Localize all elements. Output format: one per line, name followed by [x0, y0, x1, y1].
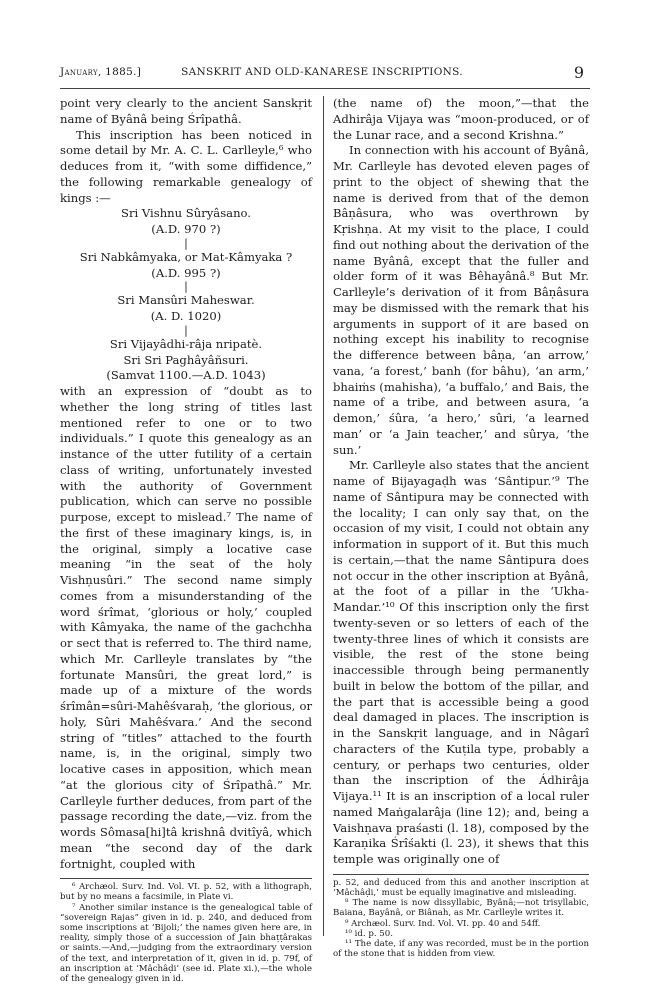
genealogy-connector: |	[184, 323, 188, 337]
genealogy-king-4: Sri Vijayâdhi-râja nripatè.	[109, 336, 263, 351]
header-rule	[60, 88, 590, 89]
right-paragraph-3: Mr. Carlleyle also states that the ancient name of Bijayagaḍh was ‘Sântipur.’⁹ The name of Sântipura may be connected with the locality; I can only say that, on the occasion of my visit, I could not obtain any information in support of it. But this much is certain,—that the name Sântipura does not occur in the other inscription at Byânâ, at the foot of a pillar in the ‘Ukha-Mandar.’¹⁰ Of this inscription only the first twenty-seven or so letters of each of the twenty-three lines of which it consists are visible, the rest of the stone being inaccessible through being permanently built in below the bottom of the pillar, and the part that is accessible being a good deal damaged in places. The inscription is in the Sanskṛit language, and in Nâgarî characters of the Kuṭila type, probably a century, or perhaps two centuries, older than the inscription of the Ádhirâja Vijaya.¹¹ It is an inscription of a local ruler named Maṅgalarâja (line 12); and, being a Vaishṇava praśasti (l. 18), composed by the Karaṇika Śrîśakti (l. 23), it shews that this temple was originally one of	[333, 458, 589, 866]
genealogy-list	[60, 206, 312, 384]
footnote-6: ⁶ Archæol. Surv. Ind. Vol. VI. p. 52, with a lithograph, but by no means a facsimile, in Plate vi.	[60, 882, 312, 903]
running-header	[60, 63, 584, 84]
left-column	[60, 96, 312, 984]
footnote-9: ⁹ Archæol. Surv. Ind. Vol. VI. pp. 40 and 54ff.	[345, 918, 541, 929]
footnote-rule	[60, 878, 312, 879]
footnote-8: ⁸ The name is now dissyllabic, Byânâ;—not trisyllabic, Baiana, Bayânâ, or Biânah, as Mr. Carlleyle writes it.	[333, 898, 589, 919]
footnote-7-continued: p. 52, and deduced from this and another inscription at ‘Mâchâḍi,’ must be equally imaginative and misleading.	[333, 877, 589, 898]
header-date: January, 1885.]	[60, 66, 142, 78]
right-paragraph-2: In connection with his account of Byânâ, Mr. Carlleyle has devoted eleven pages of print to the object of shewing that the name is derived from that of the demon Bâṇâsura, who was overthrown by Kṛishṇa. At my visit to the place, I could find out nothing about the derivation of the name Byânâ, except that the fuller and older form of it was Bêhayânâ.⁸ But Mr. Carlleyle’s derivation of it from Bâṇâsura may be dismissed with the remark that his arguments in support of it are based on nothing except his inability to recognise the difference between bâṇa, ‘an arrow,’ vana, ‘a forest,’ banh (for bâhu), ‘an arm,’ bhaiṁs (mahisha), ‘a buffalo,’ and Bais, the name of a tribe, and between asura, ‘a demon,’ śûra, ‘a hero,’ sûri, ‘a learned man’ or ‘a Jain teacher,’ and sûrya, ‘the sun.’	[333, 143, 589, 457]
genealogy-date-2: (A.D. 995 ?)	[151, 265, 221, 280]
footnote-7: ⁷ Another similar instance is the genealogical table of “sovereign Rajas” given in id. p. 240, and deduced from some inscriptions at ‘Bijoli;’ the names given here are, in reality, simply those of a succession of Jain bhaṭṭârakas or saints.—And,—judging from the extraordinary version of the text, and interpretation of it, given in id. p. 79f, of an inscription at ‘Mâchâḍi’ (see id. Plate xi.),—the whole of the genealogy given in id.	[60, 902, 312, 984]
right-column	[333, 96, 589, 959]
footnote-rule	[333, 874, 589, 875]
column-divider	[323, 96, 324, 936]
footnote-10: ¹⁰ id. p. 50.	[345, 928, 393, 939]
right-paragraph-1: (the name of) the moon,”—that the Adhirâja Vijaya was “moon-produced, or of the Lunar race, and a second Krishna.”	[333, 96, 589, 142]
page-number: 9	[573, 63, 584, 82]
left-paragraph-3: with an expression of “doubt as to whether the long string of titles last mentioned refer to one or to two individuals.” I quote this genealogy as an instance of the utter futility of a certain class of writing, unfortunately invested with the authority of Government publication, which can serve no possible purpose, except to mislead.⁷ The name of the first of these imaginary kings, is, in the original, simply a locative case meaning “in the seat of the holy Vishṇusûri.” The second name simply comes from a misunderstanding of the word śrîmat, ‘glorious or holy,’ coupled with Kâmyaka, the name of the gachchha or sect that is referred to. The third name, which Mr. Carlleyle translates by “the fortunate Mansûri, the great lord,” is made up of a mixture of the words śrîmân=sûri-Mahêśvaraḥ, ‘the glorious, or holy, Sûri Mahêśvara.’ And the second string of “titles” attached to the fourth name, is, in the original, simply two locative cases in apposition, which mean “at the glorious city of Śrîpathâ.” Mr. Carlleyle further deduces, from part of the passage recording the date,—viz. from the words Sômasa[hi]tâ krishnâ dvitîyâ, which mean “the second day of the dark fortnight, coupled with	[60, 384, 312, 871]
genealogy-king-3: Sri Mansûri Maheswar.	[117, 293, 255, 308]
genealogy-connector: |	[184, 280, 188, 294]
genealogy-date-1: (A.D. 970 ?)	[151, 222, 221, 236]
header-title: SANSKRIT AND OLD-KANARESE INSCRIPTIONS.	[181, 66, 463, 78]
genealogy-king-1: Sri Vishnu Sûryâsano.	[121, 206, 251, 221]
genealogy-date-3: (A. D. 1020)	[150, 309, 222, 323]
genealogy-date-5: (Samvat 1100.—A.D. 1043)	[106, 368, 266, 383]
footnote-11: ¹¹ The date, if any was recorded, must be in the portion of the stone that is hidden from view.	[333, 938, 589, 960]
left-paragraph-2: This inscription has been noticed in some detail by Mr. A. C. L. Carlleyle,⁶ who deduces from it, “with some diffidence,” the following remarkable genealogy of kings :—	[60, 127, 312, 205]
left-paragraph-1: point very clearly to the ancient Sanskṛit name of Byânâ being Śrîpathâ.	[60, 96, 312, 126]
genealogy-king-5: Sri Sri Paghâyâñsuri.	[123, 352, 249, 367]
genealogy-connector: |	[184, 236, 188, 250]
genealogy-king-2: Sri Nabkâmyaka, or Mat-Kâmyaka ?	[79, 249, 293, 264]
